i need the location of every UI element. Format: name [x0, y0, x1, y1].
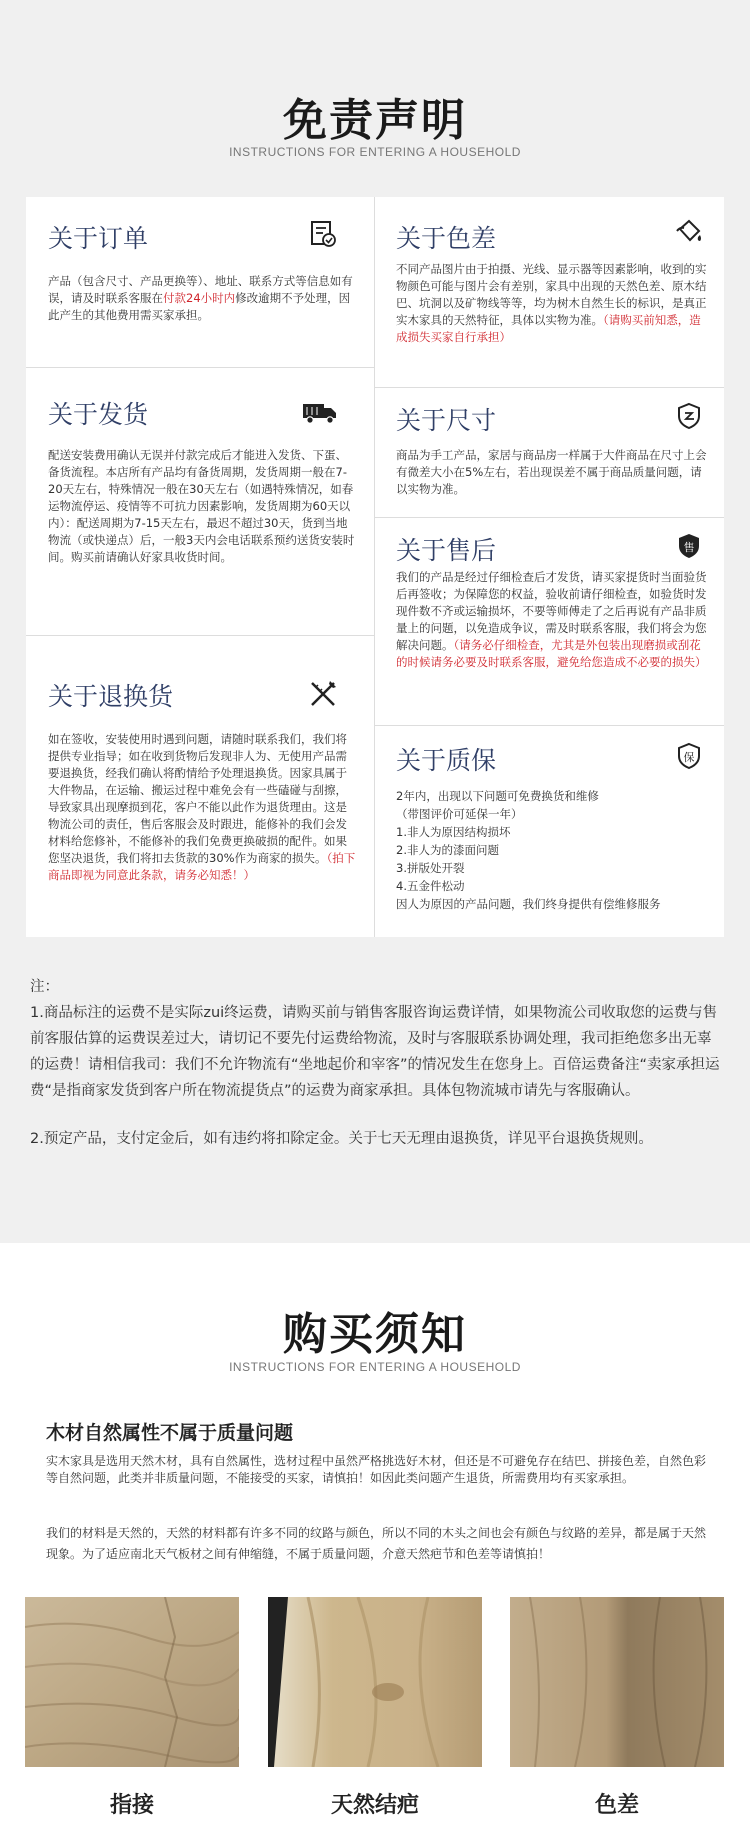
disclaimer-card — [26, 197, 724, 937]
order-title: 关于订单 — [48, 224, 149, 253]
warranty-block — [374, 725, 724, 937]
ruler-pencil-icon — [308, 679, 338, 709]
purchase-subtitle: INSTRUCTIONS FOR ENTERING A HOUSEHOLD — [229, 1360, 521, 1374]
after-sale-text: 我们的产品是经过仔细检查后才发货，请买家提货时当面验货后再签收；为保障您的权益，验收前请仔细检查，如验货时发现件数不齐或运输损坏，不要等师傅走了之后再说有产品非质量上的问题，以免造成争议，需及时联系客服，我们将会为您解决问题。（请务必仔细检查，尤其是外包装出现磨损或刮花的时候请务必要及时联系客服，避免给您造成不必要的损失） — [396, 570, 707, 669]
finger-joint-photo — [25, 1597, 239, 1767]
order-block — [26, 197, 374, 367]
returns-text: 如在签收，安装使用时遇到问题，请随时联系我们，我们将提供专业指导；如在收到货物后发现非人为、无使用产品需要退换货，经我们确认将酌情给予处理退换货。因家具属于大件物品，在运输、搬运过程中难免会有一些磕碰与刮擦，导致家具出现摩损到花，客户不能以此作为退货理由。这是物流公司的责任，售后客服会及时跟进，能修补的我们会发材料给您修补，不能修补的我们免费更换破损的配件。如果您坚决退货，我们将扣去货款的30%作为商家的损失。（拍下商品即视为同意此条款，请务必知悉！） — [48, 732, 356, 882]
caption-natural-knot: 天然结疤 — [330, 1793, 419, 1818]
returns-block — [26, 635, 374, 937]
wood-heading: 木材自然属性不属于质量问题 — [46, 1422, 294, 1444]
wood-paragraph-2: 我们的材料是天然的，天然的材料都有许多不同的纹路与颜色，所以不同的木头之间也会有颜色与纹路的差异，都是属于天然现象。为了适应南北天气板材之间有伸缩缝，不属于质量问题，介意天然疤节和色差等请慎拍！ — [46, 1526, 707, 1561]
shipping-block — [26, 367, 374, 635]
document-check-icon — [308, 219, 338, 249]
disclaimer-title: 免责声明 — [283, 95, 467, 146]
wood-paragraph-1: 实木家具是选用天然木材，具有自然属性，选材过程中虽然严格挑选好木材，但还是不可避免存在结巴、拼接色差，自然色彩等自然问题，此类并非质量问题，不能接受的买家，请慎拍！如因此类问题产生退货，所需费用均有买家承担。 — [46, 1454, 707, 1485]
disclaimer-subtitle: INSTRUCTIONS FOR ENTERING A HOUSEHOLD — [229, 145, 521, 159]
size-text: 商品为手工产品，家居与商品房一样属于大件商品在尺寸上会有微差大小在5%左右，若出现误差不属于商品质量问题，请以实物为准。 — [396, 448, 707, 496]
after-sale-block — [374, 517, 724, 725]
warranty-shield-icon — [674, 741, 704, 771]
warranty-text: 2年内，出现以下问题可免费换货和维修 （带图评价可延保一年） 1.非人为原因结构损坏 2.非人为的漆面问题 3.拼版处开裂 4.五金件松动 因人为原因的产品问题，我们终身提供有偿维修服务 — [396, 789, 661, 911]
shipping-text: 配送安装费用确认无误并付款完成后才能进入发货、下蛋、备货流程。本店所有产品均有备货周期，发货周期一般在7-20天左右，特殊情况一般在30天左右（如遇特殊情况，如春运物流停运、疫情等不可抗力因素影响，发货周期为60天以内）：配送周期为7-15天左右，最迟不超过30天，货到当地物流（或快递点）后，一般3天内会电话联系预约送货安装时间。购买前请确认好家具收货时间。 — [48, 448, 355, 564]
warranty-title: 关于质保 — [396, 746, 497, 775]
color-block — [374, 197, 724, 387]
truck-icon — [302, 397, 338, 427]
color-difference-photo — [510, 1597, 724, 1767]
caption-finger-joint: 指接 — [109, 1793, 154, 1818]
after-sale-shield-icon — [674, 531, 704, 561]
svg-text:保: 保 — [683, 751, 695, 764]
note-deposit: 2.预定产品，支付定金后，如有违约将扣除定金。关于七天无理由退换货，详见平台退换货规则。 — [30, 1131, 653, 1147]
caption-color-difference: 色差 — [594, 1793, 639, 1818]
notes — [30, 974, 725, 1152]
size-block — [374, 387, 724, 517]
shield-icon — [674, 401, 704, 431]
order-text: 产品（包含尺寸、产品更换等）、地址、联系方式等信息如有误，请及时联系客服在付款24小时内修改逾期不予处理，因此产生的其他费用需买家承担。 — [48, 274, 353, 322]
svg-text:售: 售 — [683, 541, 695, 554]
color-text: 不同产品图片由于拍摄、光线、显示器等因素影响，收到的实物颜色可能与图片会有差别，家具中出现的天然色差、原木结巴、坑洞以及矿物线等等，均为树木自然生长的标识，是真正实木家具的天然特征，具体以实物为准。（请购买前知悉，造成损失买家自行承担） — [396, 262, 707, 344]
size-title: 关于尺寸 — [396, 406, 497, 435]
note-shipping-fee: 1.商品标注的运费不是实际zui终运费，请购买前与销售客服咨询运费详情，如果物流公司收取您的运费与售前客服估算的运费误差过大，请切记不要先付运费给物流，及时与客服联系协调处理，我司拒绝您多出无辜的运费！请相信我司：我们不允许物流有“坐地起价和宰客”的情况发生在您身上。百倍运费备注“卖家承担运费“是指商家发货到客户所在物流提货点”的运费为商家承担。具体包物流城市请先与客服确认。 — [30, 1005, 720, 1099]
returns-title: 关于退换货 — [48, 682, 174, 711]
notes-label: 注： — [30, 979, 59, 995]
shipping-title: 关于发货 — [48, 400, 149, 429]
color-title: 关于色差 — [396, 224, 497, 253]
after-sale-title: 关于售后 — [396, 536, 497, 565]
paint-bucket-icon — [674, 217, 704, 247]
purchase-title: 购买须知 — [283, 1309, 467, 1360]
natural-knot-photo — [268, 1597, 482, 1767]
